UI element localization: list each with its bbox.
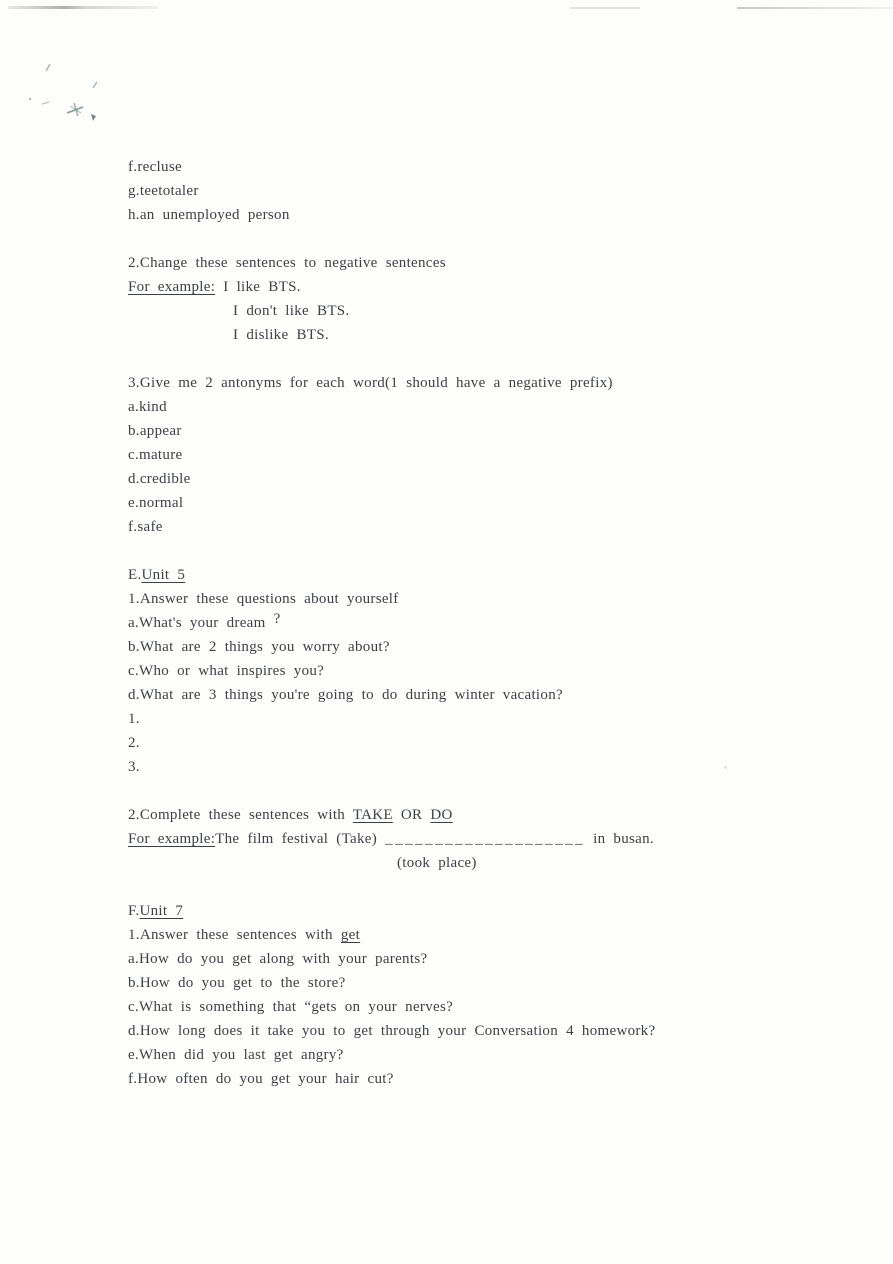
text-segment: 1. <box>128 711 140 727</box>
text-segment: E. <box>128 567 142 583</box>
text-line <box>128 611 788 635</box>
blank-line <box>128 347 788 371</box>
text-line <box>128 203 788 227</box>
underlined-text: TAKE <box>352 807 393 823</box>
text-line <box>128 1067 788 1091</box>
text-line <box>128 179 788 203</box>
scan-streak-left <box>8 6 158 9</box>
text-segment: 2.Complete these sentences with <box>128 807 353 823</box>
blank-line <box>128 227 788 251</box>
text-line <box>128 419 788 443</box>
text-segment: c.What is something that “gets on your nerves? <box>128 999 454 1015</box>
text-line <box>128 707 788 731</box>
text-segment: d.How long does it take you to get through your Conversation 4 homework? <box>128 1023 656 1039</box>
text-segment: 1.Answer these questions about yourself <box>128 591 399 607</box>
text-line <box>128 923 788 947</box>
text-line <box>128 299 788 323</box>
scan-streak-right <box>737 7 893 9</box>
text-segment: 2. <box>128 735 140 751</box>
text-line <box>128 803 788 827</box>
text-segment: b.How do you get to the store? <box>128 975 346 991</box>
text-line <box>128 275 788 299</box>
text-segment: d.credible <box>128 471 191 487</box>
text-segment: a.How do you get along with your parents? <box>128 951 428 967</box>
text-line <box>128 371 788 395</box>
text-line <box>128 251 788 275</box>
text-line <box>128 635 788 659</box>
text-segment: I dislike BTS. <box>233 327 329 343</box>
text-segment: g.teetotaler <box>128 183 199 199</box>
text-line <box>128 731 788 755</box>
text-segment: 3.Give me 2 antonyms for each word(1 should have a negative prefix) <box>128 375 613 391</box>
text-line <box>128 971 788 995</box>
fill-in-blank: ____________________ <box>385 831 586 847</box>
text-segment: e.When did you last get angry? <box>128 1047 344 1063</box>
text-segment: in busan. <box>585 831 654 847</box>
text-segment: OR <box>392 807 431 823</box>
blank-line <box>128 779 788 803</box>
text-line <box>128 659 788 683</box>
text-segment: c.Who or what inspires you? <box>128 663 325 679</box>
underlined-text: For example: <box>128 279 216 295</box>
text-segment: f.recluse <box>128 159 182 175</box>
text-segment: ? <box>273 611 281 627</box>
underlined-text: Unit 5 <box>141 567 186 583</box>
underlined-text: Unit 7 <box>139 903 184 919</box>
text-segment: 1.Answer these sentences with <box>128 927 341 943</box>
text-segment: The film festival (Take) <box>215 831 386 847</box>
text-line <box>128 947 788 971</box>
text-line <box>128 683 788 707</box>
text-line <box>128 515 788 539</box>
text-segment: b.What are 2 things you worry about? <box>128 639 390 655</box>
text-segment: f.safe <box>128 519 163 535</box>
text-segment: e.normal <box>128 495 184 511</box>
text-segment: f.How often do you get your hair cut? <box>128 1071 394 1087</box>
scan-streak-middle <box>570 7 640 9</box>
text-segment: d.What are 3 things you're going to do during winter vacation? <box>128 687 563 703</box>
text-line <box>128 587 788 611</box>
document-body <box>128 155 788 1091</box>
text-segment: 2.Change these sentences to negative sentences <box>128 255 446 271</box>
text-segment: a.kind <box>128 399 167 415</box>
text-line <box>128 395 788 419</box>
text-segment: c.mature <box>128 447 183 463</box>
text-segment: a.What's your dream <box>128 615 274 631</box>
text-line <box>128 491 788 515</box>
ink-specks <box>20 55 140 145</box>
underlined-text: DO <box>430 807 453 823</box>
text-segment: b.appear <box>128 423 182 439</box>
text-line <box>128 995 788 1019</box>
text-line <box>128 467 788 491</box>
text-segment: 3. <box>128 759 140 775</box>
text-line <box>128 563 788 587</box>
text-line <box>128 755 788 779</box>
text-line <box>128 827 788 851</box>
text-line <box>128 851 788 875</box>
underlined-text: For example: <box>128 831 216 847</box>
text-segment: (took place) <box>397 855 477 871</box>
text-line <box>128 443 788 467</box>
text-line <box>128 155 788 179</box>
text-line <box>128 899 788 923</box>
text-segment: I don't like BTS. <box>233 303 350 319</box>
blank-line <box>128 875 788 899</box>
text-line <box>128 1043 788 1067</box>
text-line <box>128 323 788 347</box>
text-segment: h.an unemployed person <box>128 207 290 223</box>
blank-line <box>128 539 788 563</box>
text-line <box>128 1019 788 1043</box>
text-segment: I like BTS. <box>215 279 301 295</box>
text-segment: F. <box>128 903 140 919</box>
underlined-text: get <box>340 927 361 943</box>
